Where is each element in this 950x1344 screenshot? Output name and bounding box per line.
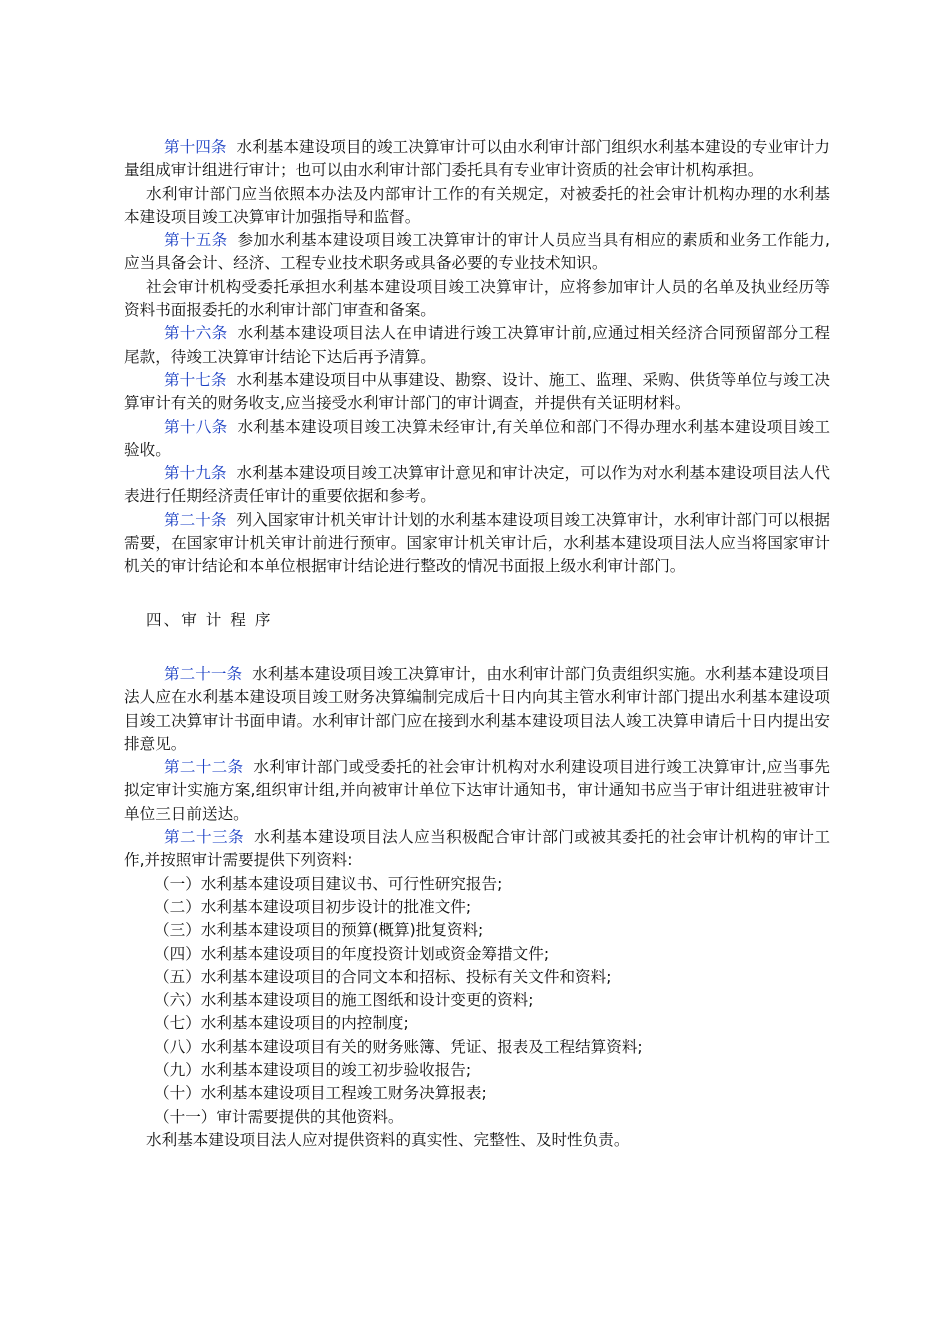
- section-title: 四、审 计 程 序: [146, 610, 273, 629]
- material-item: （九）水利基本建设项目的竣工初步验收报告;: [154, 1060, 472, 1079]
- article-text: 水利基本建设项目竣工决算审计意见和审计决定，可以作为对水利基本建设项目法人代表进行任期经济责任审计的重要依据和参考。: [124, 464, 830, 506]
- article-19: [124, 462, 830, 509]
- article-number: 第二十二条: [164, 758, 244, 777]
- article-number: 第二十三条: [164, 828, 245, 847]
- material-item: （八）水利基本建设项目有关的财务账簿、凭证、报表及工程结算资料;: [154, 1037, 643, 1056]
- article-18: [124, 416, 830, 463]
- article-text: 参加水利基本建设项目竣工决算审计的审计人员应当具有相应的素质和业务工作能力,应当具备会计、经济、工程专业技术职务或具备必要的专业技术知识。: [124, 231, 830, 273]
- material-item: （十一）审计需要提供的其他资料。: [154, 1107, 404, 1126]
- article-number: 第十六条: [164, 324, 228, 343]
- article-15-paragraph-2: [124, 276, 830, 323]
- article-text: 水利基本建设项目竣工决算未经审计,有关单位和部门不得办理水利基本建设项目竣工验收。: [124, 417, 830, 459]
- material-item: （六）水利基本建设项目的施工图纸和设计变更的资料;: [154, 991, 534, 1010]
- article-14-paragraph-2: [124, 183, 830, 230]
- article-22: [124, 756, 830, 826]
- article-15: [124, 229, 830, 276]
- article-text: 水利基本建设项目中从事建设、勘察、设计、施工、监理、采购、供货等单位与竣工决算审计有关的财务收支,应当接受水利审计部门的审计调查，并提供有关证明材料。: [124, 370, 830, 413]
- closing-paragraph: 水利基本建设项目法人应对提供资料的真实性、完整性、及时性负责。: [146, 1130, 630, 1149]
- article-number: 第十七条: [164, 370, 227, 389]
- material-item: （二）水利基本建设项目初步设计的批准文件;: [154, 897, 472, 916]
- material-item: （五）水利基本建设项目的合同文本和招标、投标有关文件和资料;: [154, 967, 612, 986]
- article-17: [124, 369, 830, 416]
- article-text: 水利审计部门或受委托的社会审计机构对水利建设项目进行竣工决算审计,应当事先拟定审计实施方案,组织审计组,并向被审计单位下达审计通知书，审计通知书应当于审计组进驻被审计单位三日前送达。: [124, 758, 830, 823]
- material-item: （三）水利基本建设项目的预算(概算)批复资料;: [154, 921, 484, 940]
- article-number: 第二十一条: [164, 664, 243, 683]
- material-item: （七）水利基本建设项目的内控制度;: [154, 1014, 409, 1033]
- document-page: [124, 136, 830, 1152]
- article-text: 列入国家审计机关审计计划的水利基本建设项目竣工决算审计，水利审计部门可以根据需要，在国家审计机关审计前进行预审。国家审计机关审计后，水利基本建设项目法人应当将国家审计机关的审计结论和本单位根据审计结论进行整改的情况书面报上级水利审计部门。: [124, 510, 830, 576]
- article-text: 水利基本建设项目法人在申请进行竣工决算审计前,应通过相关经济合同预留部分工程尾款，待竣工决算审计结论下达后再予清算。: [124, 324, 830, 366]
- material-item: （四）水利基本建设项目的年度投资计划或资金筹措文件;: [154, 944, 550, 963]
- article-number: 第十五条: [164, 231, 228, 250]
- paragraph-text: 社会审计机构受委托承担水利基本建设项目竣工决算审计，应将参加审计人员的名单及执业经历等资料书面报委托的水利审计部门审查和备案。: [124, 277, 830, 320]
- article-number: 第十九条: [164, 464, 227, 483]
- article-20: [124, 509, 830, 579]
- article-16: [124, 322, 830, 369]
- article-21: [124, 663, 830, 756]
- article-23: [124, 826, 830, 873]
- material-item: （十）水利基本建设项目工程竣工财务决算报表;: [154, 1084, 487, 1103]
- material-item: （一）水利基本建设项目建议书、可行性研究报告;: [154, 874, 503, 893]
- article-text: 水利基本建设项目法人应当积极配合审计部门或被其委托的社会审计机构的审计工作,并按照审计需要提供下列资料:: [124, 828, 830, 870]
- article-number: 第十四条: [164, 138, 227, 156]
- article-14: [124, 136, 830, 183]
- article-text: 水利基本建设项目的竣工决算审计可以由水利审计部门组织水利基本建设的专业审计力量组成审计组进行审计；也可以由水利审计部门委托具有专业审计资质的社会审计机构承担。: [124, 138, 830, 180]
- article-number: 第二十条: [164, 510, 227, 529]
- article-text: 水利基本建设项目竣工决算审计，由水利审计部门负责组织实施。水利基本建设项目法人应在水利基本建设项目竣工财务决算编制完成后十日内向其主管水利审计部门提出水利基本建设项目竣工决算审计书面申请。水利审计部门应在接到水利基本建设项目法人竣工决算申请后十日内提出安排意见。: [124, 664, 830, 753]
- article-number: 第十八条: [164, 417, 228, 436]
- paragraph-text: 水利审计部门应当依照本办法及内部审计工作的有关规定，对被委托的社会审计机构办理的水利基本建设项目竣工决算审计加强指导和监督。: [124, 184, 830, 226]
